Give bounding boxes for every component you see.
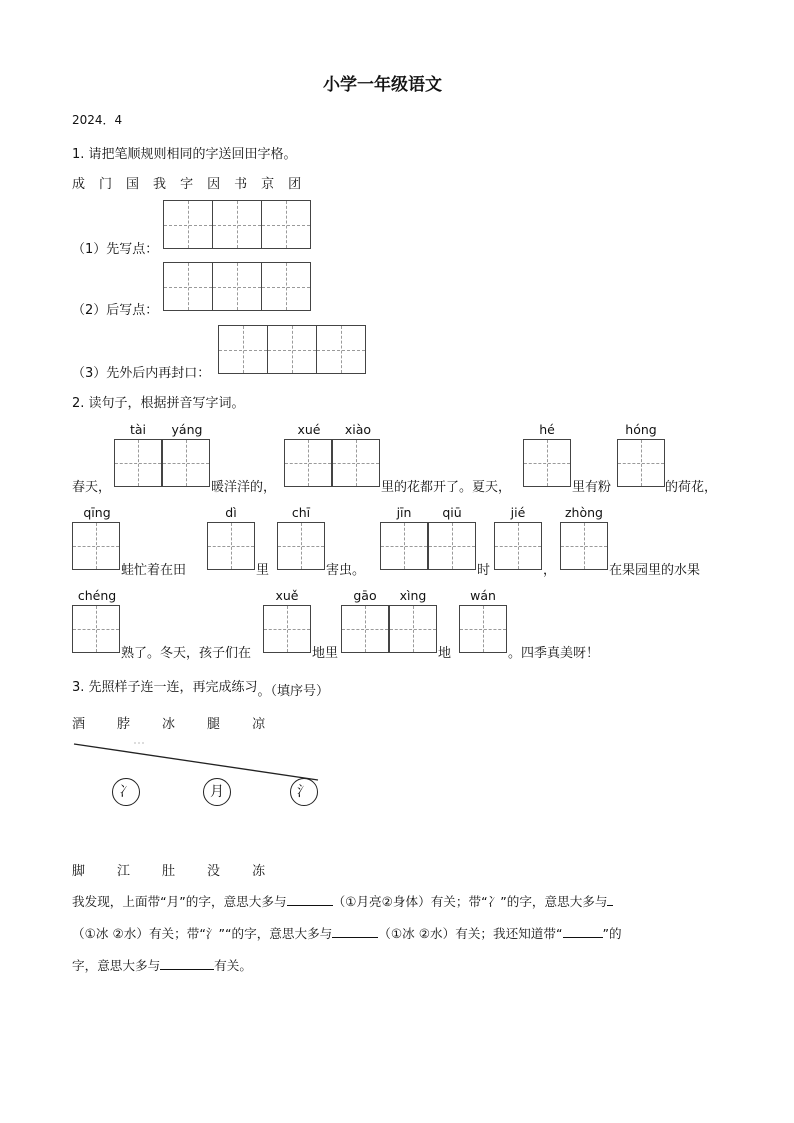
q1-label-1: （1）先写点： xyxy=(72,242,159,257)
answer-grid-box[interactable] xyxy=(494,522,542,570)
q1-label-2: （2）后写点： xyxy=(72,303,159,318)
q1-char: 国 xyxy=(126,177,140,192)
answer-grid-box[interactable] xyxy=(560,522,608,570)
answer-grid-box[interactable] xyxy=(72,605,120,653)
answer-grid-box[interactable] xyxy=(261,200,311,249)
q3-text: 有关。 xyxy=(214,958,252,973)
radical-circle[interactable]: 冫 xyxy=(112,778,140,806)
sentence-text: ， xyxy=(543,563,557,578)
q1-label-3: （3）先外后内再封口： xyxy=(72,366,211,381)
pinyin: chī xyxy=(291,505,311,520)
answer-grid-box[interactable] xyxy=(207,522,255,570)
q1-char: 成 xyxy=(72,177,86,192)
q3-text: （①冰 ②水）有关；我还知道带“ xyxy=(378,926,563,941)
pinyin: hé xyxy=(539,422,555,437)
pinyin: dì xyxy=(225,505,237,520)
q3-text: （①冰 ②水）有关；带“ xyxy=(72,926,206,941)
q1-char: 门 xyxy=(99,177,113,192)
q3-char: 腿 xyxy=(207,717,221,732)
pinyin: qiū xyxy=(442,505,462,520)
radical-circle[interactable]: 氵 xyxy=(290,778,318,806)
answer-grid-box[interactable] xyxy=(261,262,311,311)
sentence-text: 的荷花， xyxy=(665,480,718,495)
q3-char: 没 xyxy=(207,864,221,879)
sentence-text: 里的花都开了。夏天， xyxy=(381,480,512,495)
answer-grid-box[interactable] xyxy=(114,439,162,487)
pinyin: jīn xyxy=(396,505,412,520)
sentence-text: 暖洋洋的， xyxy=(211,480,277,495)
q3-line-2 xyxy=(72,923,622,942)
sentence-text: 春天， xyxy=(72,480,112,495)
q3-line-3 xyxy=(72,955,252,974)
answer-blank[interactable] xyxy=(287,905,333,906)
answer-grid-box[interactable] xyxy=(332,439,380,487)
q1-char-list xyxy=(72,173,301,192)
answer-grid-box[interactable] xyxy=(428,522,476,570)
q3-prompt xyxy=(72,676,330,699)
pinyin: yáng xyxy=(171,422,203,437)
sentence-text: 地里 xyxy=(312,646,339,661)
q3-text: 我发现，上面带“月”的字，意思大多与 xyxy=(72,894,287,909)
q3-prompt-text: 3. 先照样子连一连，再完成练习 xyxy=(72,680,258,695)
q3-radical: 氵 xyxy=(205,926,219,941)
answer-grid-box[interactable] xyxy=(380,522,428,570)
answer-blank[interactable] xyxy=(160,969,214,970)
q3-top-chars xyxy=(72,713,265,732)
q3-radical: 冫 xyxy=(487,894,501,909)
answer-grid-box[interactable] xyxy=(212,262,262,311)
q3-char: 酒 xyxy=(72,717,86,732)
q3-line-1 xyxy=(72,891,613,910)
answer-grid-box[interactable] xyxy=(341,605,389,653)
answer-grid-box[interactable] xyxy=(163,262,213,311)
sentence-text: 害虫。 xyxy=(326,563,366,578)
answer-grid-box[interactable] xyxy=(162,439,210,487)
q3-bottom-chars xyxy=(72,860,265,879)
q3-char: 冻 xyxy=(252,864,266,879)
pinyin: zhòng xyxy=(565,505,603,520)
answer-grid-box[interactable] xyxy=(523,439,571,487)
pinyin: jié xyxy=(510,505,526,520)
q1-char: 字 xyxy=(180,177,194,192)
answer-grid-box[interactable] xyxy=(263,605,311,653)
sentence-text: 里 xyxy=(256,563,270,578)
pinyin: gāo xyxy=(353,588,377,603)
answer-grid-box[interactable] xyxy=(212,200,262,249)
q1-prompt: 1. 请把笔顺规则相同的字送回田字格。 xyxy=(72,147,297,162)
q3-text: ”的 xyxy=(602,926,622,941)
pinyin: qīng xyxy=(83,505,111,520)
answer-grid-box[interactable] xyxy=(389,605,437,653)
pinyin: chéng xyxy=(77,588,117,603)
q1-char: 因 xyxy=(207,177,221,192)
answer-grid-box[interactable] xyxy=(163,200,213,249)
sentence-text: 熟了。冬天，孩子们在 xyxy=(121,646,252,661)
sentence-text: 。四季真美呀！ xyxy=(508,646,600,661)
pinyin: tài xyxy=(129,422,147,437)
q1-char: 京 xyxy=(261,177,275,192)
q3-text: （①月亮②身体）有关；带“ xyxy=(332,894,488,909)
answer-grid-box[interactable] xyxy=(218,325,268,374)
q3-char: 脚 xyxy=(72,864,86,879)
q3-char: 肚 xyxy=(162,864,176,879)
answer-grid-box[interactable] xyxy=(316,325,366,374)
answer-grid-box[interactable] xyxy=(284,439,332,487)
answer-grid-box[interactable] xyxy=(277,522,325,570)
q3-char: 脖 xyxy=(117,717,131,732)
pinyin: wán xyxy=(470,588,496,603)
date: 2024．4 xyxy=(72,113,123,127)
page-title: 小学一年级语文 xyxy=(323,75,442,95)
q3-text: ”“的字，意思大多与 xyxy=(218,926,333,941)
q3-char: 凉 xyxy=(252,717,266,732)
sentence-text: 里有粉 xyxy=(572,480,612,495)
radical-circle[interactable]: 月 xyxy=(203,778,231,806)
pinyin: xuě xyxy=(275,588,299,603)
q3-text: 字，意思大多与 xyxy=(72,958,161,973)
answer-grid-box[interactable] xyxy=(459,605,507,653)
q1-char: 书 xyxy=(234,177,248,192)
q3-prompt-tail: 。（填序号） xyxy=(257,684,330,699)
pinyin: hóng xyxy=(625,422,657,437)
q1-char: 我 xyxy=(153,177,167,192)
answer-grid-box[interactable] xyxy=(72,522,120,570)
answer-blank[interactable] xyxy=(563,937,603,938)
q3-char: 冰 xyxy=(162,717,176,732)
answer-blank[interactable] xyxy=(332,937,378,938)
pinyin: xiào xyxy=(344,422,372,437)
q1-char: 团 xyxy=(288,177,302,192)
q3-text: ”的字，意思大多与 xyxy=(500,894,608,909)
answer-grid-box[interactable] xyxy=(267,325,317,374)
sentence-text: 在果园里的水果 xyxy=(609,563,701,578)
sentence-text: 地 xyxy=(438,646,452,661)
answer-blank[interactable] xyxy=(607,905,613,906)
q2-prompt: 2. 读句子，根据拼音写字词。 xyxy=(72,396,245,411)
sentence-text: 蛙忙着在田 xyxy=(121,563,187,578)
q3-char: 江 xyxy=(117,864,131,879)
sentence-text: 时 xyxy=(477,563,491,578)
answer-grid-box[interactable] xyxy=(617,439,665,487)
pinyin: xué xyxy=(297,422,321,437)
pinyin: xìng xyxy=(399,588,427,603)
